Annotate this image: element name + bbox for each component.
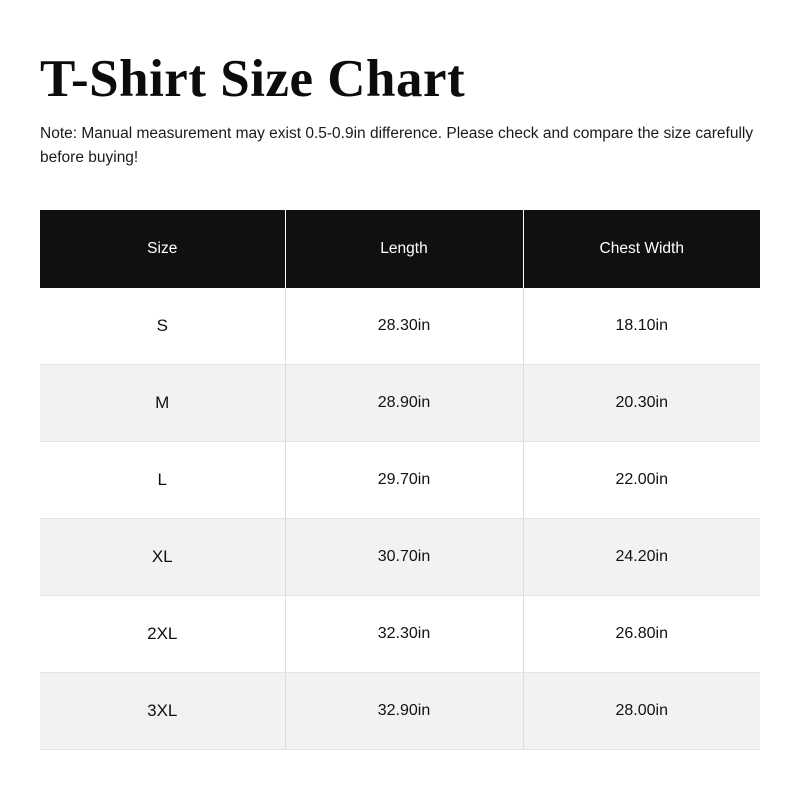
size-table-body: [40, 288, 760, 750]
cell-length: 32.90in: [285, 673, 523, 750]
cell-chest-width: 26.80in: [523, 596, 760, 673]
measurement-note: Note: Manual measurement may exist 0.5-0.9in difference. Please check and compare the size carefully before buying!: [40, 124, 754, 166]
size-table: [40, 210, 760, 751]
cell-chest-width: 18.10in: [523, 288, 760, 365]
table-row: [40, 519, 760, 596]
column-header-length: Length: [285, 210, 523, 288]
cell-length: 28.90in: [285, 365, 523, 442]
cell-length: 29.70in: [285, 442, 523, 519]
cell-size: S: [40, 288, 285, 365]
cell-length: 28.30in: [285, 288, 523, 365]
page-title: T-Shirt Size Chart: [40, 50, 466, 108]
cell-chest-width: 20.30in: [523, 365, 760, 442]
table-header-row: [40, 210, 760, 288]
cell-chest-width: 24.20in: [523, 519, 760, 596]
cell-chest-width: 22.00in: [523, 442, 760, 519]
table-row: [40, 596, 760, 673]
cell-size: 2XL: [40, 596, 285, 673]
cell-size: M: [40, 365, 285, 442]
table-row: [40, 673, 760, 750]
cell-size: 3XL: [40, 673, 285, 750]
size-table-container: [40, 210, 760, 751]
cell-size: L: [40, 442, 285, 519]
size-table-head: [40, 210, 760, 288]
table-row: [40, 288, 760, 365]
cell-length: 32.30in: [285, 596, 523, 673]
cell-chest-width: 28.00in: [523, 673, 760, 750]
table-row: [40, 442, 760, 519]
cell-length: 30.70in: [285, 519, 523, 596]
column-header-size: Size: [40, 210, 285, 288]
column-header-chest-width: Chest Width: [523, 210, 760, 288]
cell-size: XL: [40, 519, 285, 596]
table-row: [40, 365, 760, 442]
